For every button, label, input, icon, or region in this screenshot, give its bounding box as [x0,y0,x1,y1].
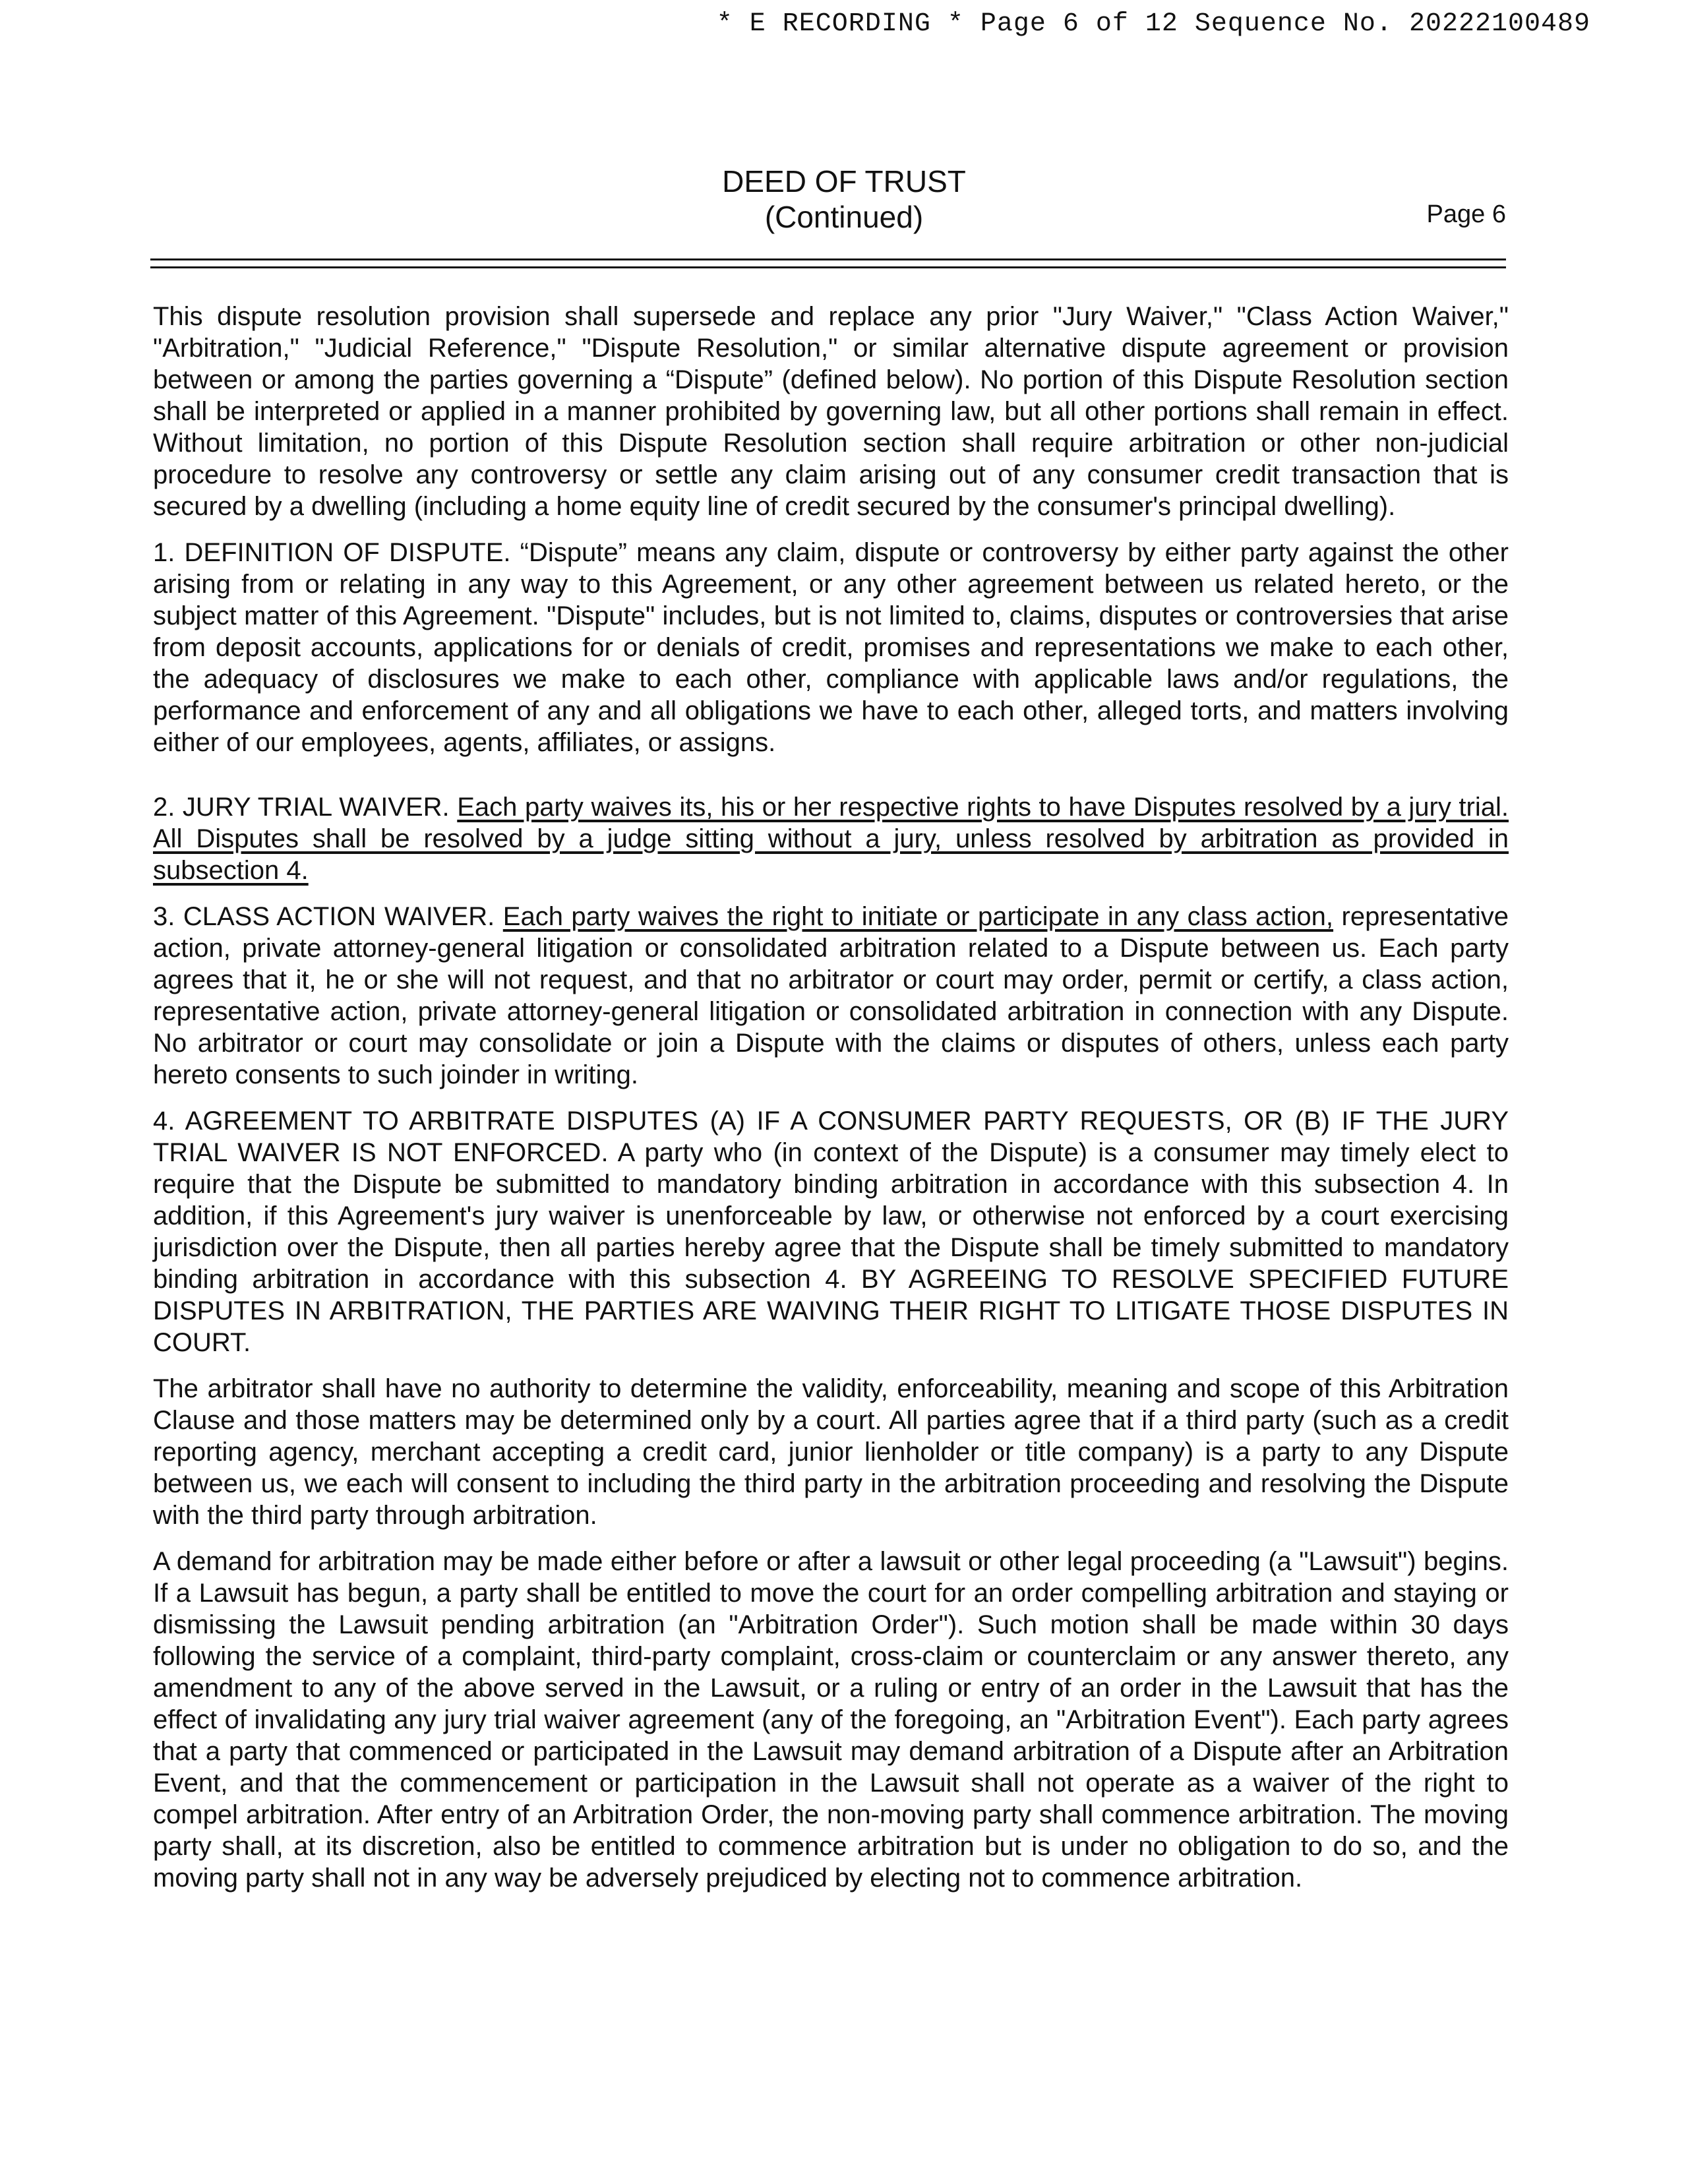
section-3-text: representative action, private attorney-general litigation or consolidated arbitration related to a Dispute between us. Each party agrees that it, he or she will not request, and that no arbitrator or court may order, permit or certify, a class action, representative action, private attorney-general litigation or consolidated arbitration in connection with any Dispute. No arbitrator or court may consolidate or join a Dispute with the claims or disputes of others, unless each party hereto consents to such joinder in writing. [153,902,1509,1089]
arbitrator-paragraph: The arbitrator shall have no authority to determine the validity, enforceability, meaning and scope of this Arbitration Clause and those matters may be determined only by a court. All parties agree that if a third party (such as a credit reporting agency, merchant accepting a credit card, junior lienholder or title company) is a party to any Dispute between us, we each will consent to including the third party in the arbitration proceeding and resolving the Dispute with the third party through arbitration. [153,1374,1509,1530]
section-4-heading: 4. AGREEMENT TO ARBITRATE DISPUTES (A) IF A CONSUMER PARTY REQUESTS, OR (B) IF THE JURY TRIAL WAIVER IS NOT ENFORCED. [153,1107,1509,1167]
section-3-underlined: Each party waives the right to initiate or participate in any class action, [502,902,1334,931]
document-subtitle: (Continued) [764,200,924,234]
section-1-text: “Dispute” means any claim, dispute or controversy by either party against the other arising from or relating in any way to this Agreement, or any other agreement between us related hereto, or the subject matter of this Agreement. "Dispute" includes, but is not limited to, claims, disputes or controversies that arise from deposit accounts, applications for or denials of credit, promises and representations we make to each other, the adequacy of disclosures we make to each other, compliance with applicable laws and/or regulations, the performance and enforcement of any and all obligations we have to each other, alleged torts, and matters involving either of our employees, agents, affiliates, or assigns. [153,538,1509,757]
document-body [153,301,1509,1908]
section-1-heading: 1. DEFINITION OF DISPUTE. [153,538,511,567]
section-4-caps: BY AGREEING TO RESOLVE SPECIFIED FUTURE DISPUTES IN ARBITRATION, THE PARTIES ARE WAIVING THEIR RIGHT TO LITIGATE THOSE DISPUTES IN COURT. [153,1265,1509,1357]
section-3-heading: 3. CLASS ACTION WAIVER. [153,902,503,931]
section-1 [153,537,1509,758]
section-3 [153,901,1509,1091]
section-2-heading: 2. JURY TRIAL WAIVER. [153,793,458,822]
header-rule-bottom [150,266,1506,268]
recording-stamp: * E RECORDING * Page 6 of 12 Sequence No. 20222100489 [716,9,1590,39]
intro-paragraph: This dispute resolution provision shall supersede and replace any prior "Jury Waiver," "Class Action Waiver," "Arbitration," "Judicial Reference," "Dispute Resolution," or similar alternative dispute agreement or provision between or among the parties governing a “Dispute” (defined below). No portion of this Dispute Resolution section shall be interpreted or applied in a manner prohibited by governing law, but all other portions shall remain in effect. Without limitation, no portion of this Dispute Resolution section shall require arbitration or other non-judicial procedure to resolve any controversy or settle any claim arising out of any consumer credit transaction that is secured by a dwelling (including a home equity line of credit secured by the consumer's principal dwelling). [153,302,1509,521]
section-2 [153,791,1509,886]
section-4 [153,1105,1509,1358]
demand-paragraph: A demand for arbitration may be made either before or after a lawsuit or other legal proceeding (a "Lawsuit") begins. If a Lawsuit has begun, a party shall be entitled to move the court for an order compelling arbitration and staying or dismissing the Lawsuit pending arbitration (an "Arbitration Order"). Such motion shall be made within 30 days following the service of a complaint, third-party complaint, cross-claim or counterclaim or any answer thereto, any amendment to any of the above served in the Lawsuit, or a ruling or entry of an order in the Lawsuit that has the effect of invalidating any jury trial waiver agreement (any of the foregoing, an "Arbitration Event"). Each party agrees that a party that commenced or participated in the Lawsuit may demand arbitration of a Dispute after an Arbitration Event, and that the commencement or participation in the Lawsuit shall not operate as a waiver of the right to compel arbitration. After entry of an Arbitration Order, the non-moving party shall commence arbitration. The moving party shall, at its discretion, also be entitled to commence arbitration but is under no obligation to do so, and the moving party shall not in any way be adversely prejudiced by electing not to commence arbitration. [153,1547,1509,1893]
header-rule-top [150,258,1506,260]
page-label: Page 6 [1426,200,1506,228]
section-4-text: A party who (in context of the Dispute) is a consumer may timely elect to require that the Dispute be submitted to mandatory binding arbitration in accordance with this subsection 4. In addition, if this Agreement's jury waiver is unenforceable by law, or otherwise not enforced by a court exercising jurisdiction over the Dispute, then all parties hereby agree that the Dispute shall be timely submitted to mandatory binding arbitration in accordance with this subsection 4. [153,1138,1509,1294]
section-2-text: Each party waives its, his or her respective rights to have Disputes resolved by a jury trial. All Disputes shall be resolved by a judge sitting without a jury, unless resolved by arbitration as provided in subsection 4. [153,793,1509,885]
document-title: DEED OF TRUST [722,164,966,198]
